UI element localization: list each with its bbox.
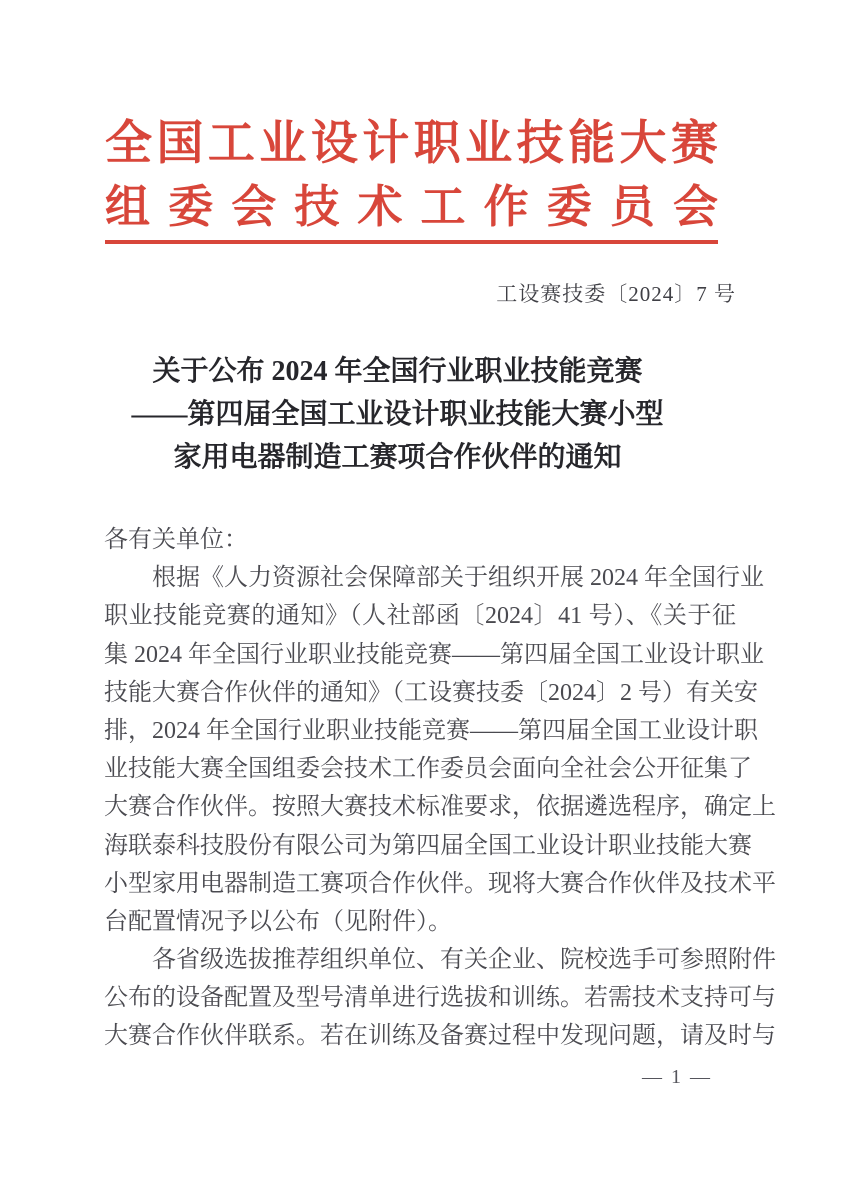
letterhead	[105, 112, 718, 238]
title-line-1: 关于公布 2024 年全国行业职业技能竞赛	[152, 356, 643, 387]
body-line: 小型家用电器制造工赛项合作伙伴。现将大赛合作伙伴及技术平	[104, 870, 776, 897]
document-title	[105, 350, 690, 479]
body-salutation: 各有关单位：	[104, 527, 248, 553]
letterhead-line-2: 组委会技术工作委员会	[105, 182, 718, 232]
body-line: 业技能大赛全国组委会技术工作委员会面向全社会公开征集了	[104, 756, 752, 783]
body-line: 大赛合作伙伴。按照大赛技术标准要求，依据遴选程序，确定上	[104, 794, 776, 821]
page-number: — 1 —	[642, 1066, 712, 1088]
body-line: 技能大赛合作伙伴的通知》（工设赛技委〔2024〕2 号）有关安	[104, 679, 758, 706]
body-line: 职业技能竞赛的通知》（人社部函〔2024〕41 号）、《关于征	[104, 603, 736, 630]
title-line-3: 家用电器制造工赛项合作伙伴的通知	[173, 442, 622, 473]
body-line: 台配置情况予以公布（见附件）。	[104, 908, 452, 935]
document-number: 工设赛技委〔2024〕7 号	[496, 282, 736, 306]
letterhead-divider-rule	[105, 240, 718, 244]
body-line: 集 2024 年全国行业职业技能竞赛——第四届全国工业设计职业	[104, 641, 764, 668]
letterhead-line-1: 全国工业设计职业技能大赛	[105, 118, 718, 170]
body-line: 大赛合作伙伴联系。若在训练及备赛过程中发现问题，请及时与	[104, 1023, 776, 1050]
body-line: 各省级选拔推荐组织单位、有关企业、院校选手可参照附件	[152, 947, 776, 974]
body-line: 根据《人力资源社会保障部关于组织开展 2024 年全国行业	[152, 565, 764, 592]
title-line-2: ——第四届全国工业设计职业技能大赛小型	[131, 399, 664, 430]
document-body	[104, 521, 776, 1056]
body-line: 公布的设备配置及型号清单进行选拔和训练。若需技术支持可与	[104, 985, 776, 1012]
body-line: 排，2024 年全国行业职业技能竞赛——第四届全国工业设计职	[104, 717, 758, 744]
body-line: 海联泰科技股份有限公司为第四届全国工业设计职业技能大赛	[104, 832, 752, 859]
